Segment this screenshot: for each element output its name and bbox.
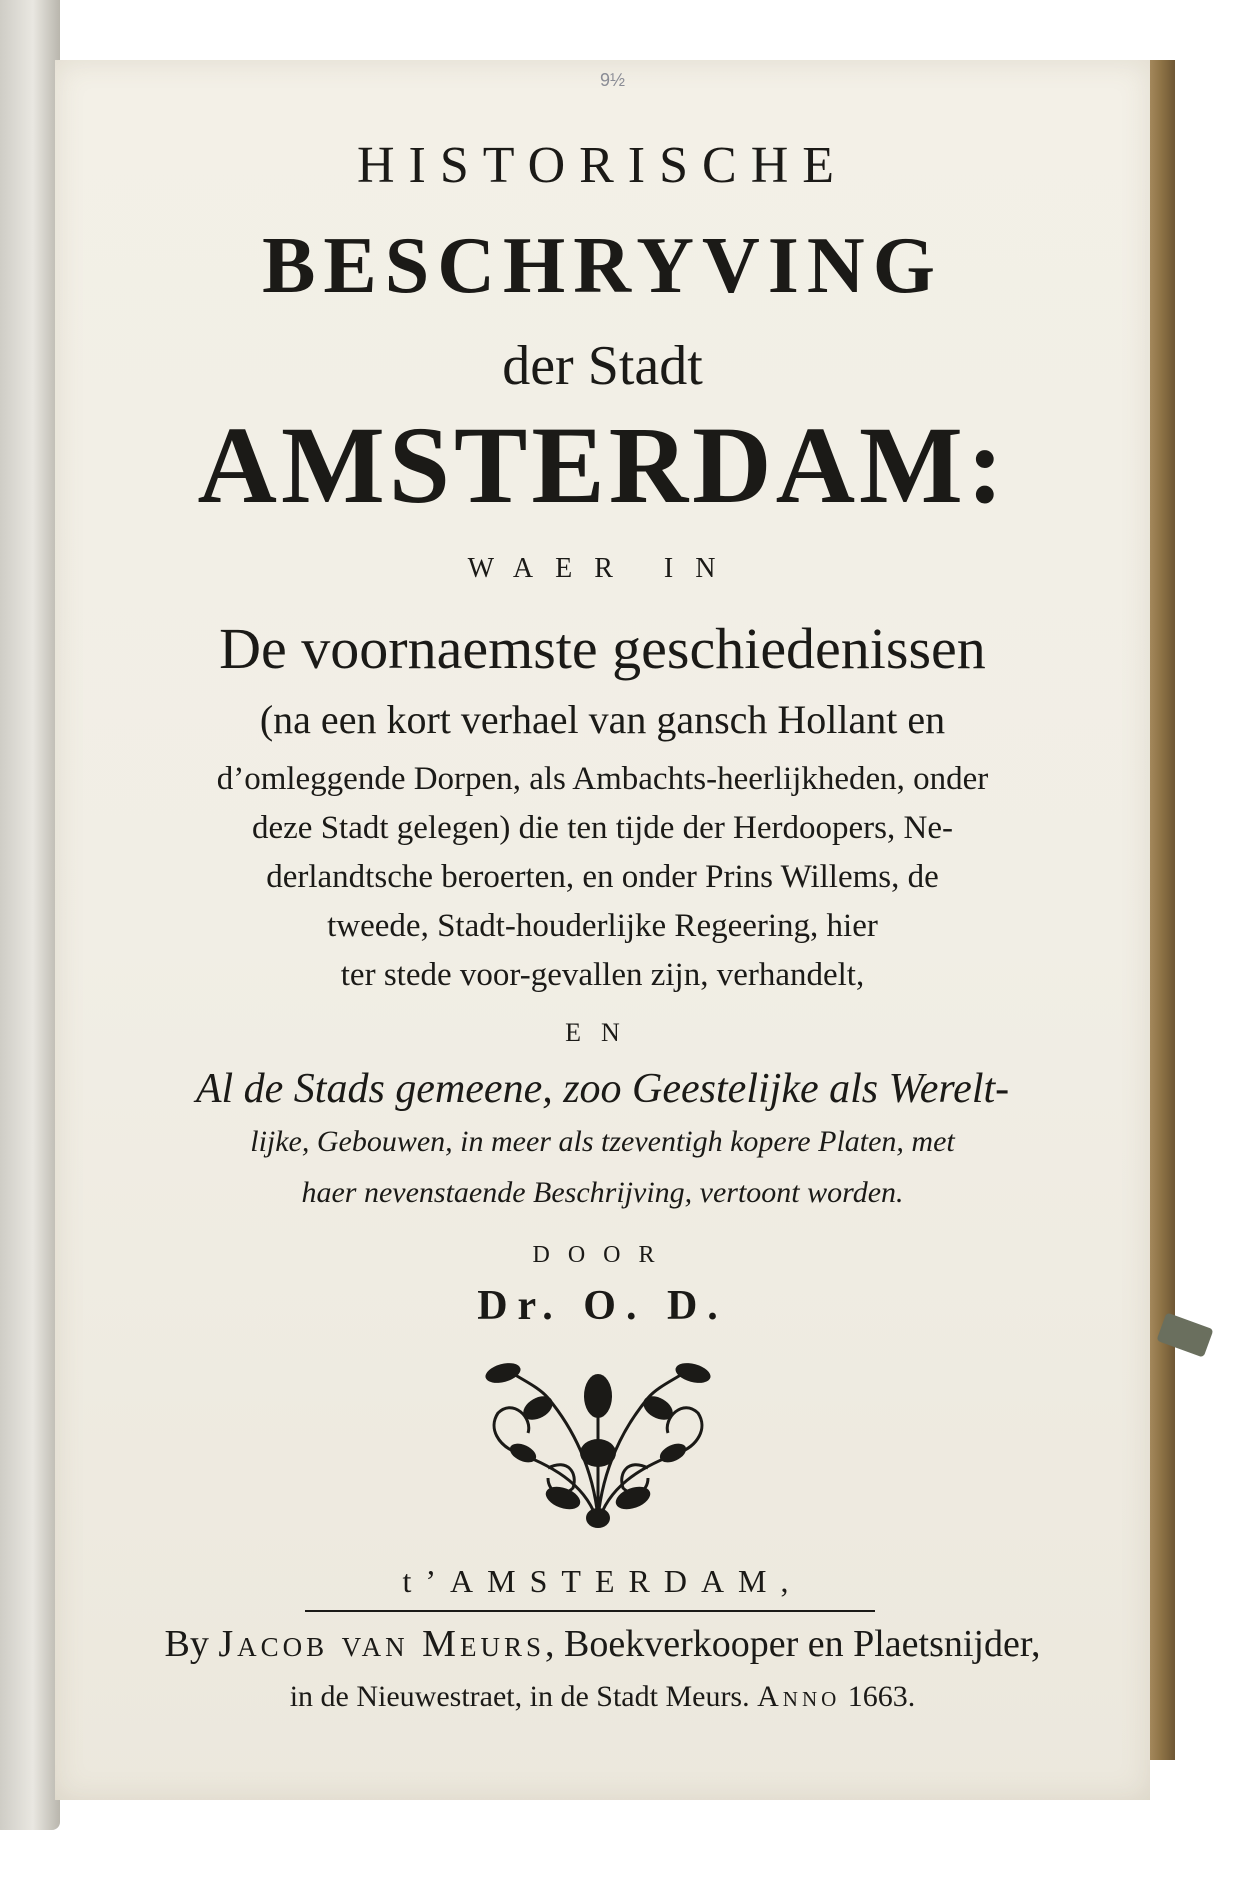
publisher-name: Jacob van Meurs <box>218 1623 545 1665</box>
imprint-address-line <box>55 1682 1150 1712</box>
publisher-prefix: By <box>164 1623 209 1665</box>
title-line-amsterdam: AMSTERDAM: <box>197 404 1008 526</box>
left-page-edge <box>0 0 60 1830</box>
subtitle-voornaemste: De voornaemste geschiedenissen <box>219 616 986 681</box>
italic-line: Al de Stads gemeene, zoo Geestelijke als Werelt- <box>195 1066 1010 1112</box>
title-line-der-stadt: der Stadt <box>502 335 703 397</box>
italic-line: haer nevenstaende Beschrijving, vertoont worden. <box>301 1176 904 1209</box>
body-line: deze Stadt gelegen) die ten tijde der Herdoopers, Ne- <box>252 810 953 846</box>
body-line: tweede, Stadt-houderlijke Regeering, hier <box>327 908 878 944</box>
body-line: (na een kort verhael van gansch Hollant en <box>259 697 946 742</box>
pagination-mark: 9½ <box>600 70 626 90</box>
imprint-year: 1663. <box>847 1680 916 1713</box>
imprint-anno: Anno <box>757 1680 841 1713</box>
imprint-publisher <box>55 1625 1150 1663</box>
title-line-historische: HISTORISCHE <box>356 137 849 194</box>
italic-line: lijke, Gebouwen, in meer als tzeventigh kopere Platen, met <box>250 1125 955 1158</box>
body-line: ter stede voor-gevallen zijn, verhandelt, <box>340 957 865 993</box>
author-initials: Dr. O. D. <box>477 1283 728 1329</box>
imprint-address: in de Nieuwestraet, in de Stadt Meurs. <box>289 1680 750 1713</box>
body-line: derlandtsche beroerten, en onder Prins Willems, de <box>266 859 939 895</box>
imprint-place: t’AMSTERDAM, <box>402 1563 803 1599</box>
title-line-waer-in: WAER IN <box>467 553 738 584</box>
title-line-door: DOOR <box>532 1242 673 1268</box>
title-line-en: EN <box>565 1018 640 1047</box>
floral-ornament-icon <box>478 1358 718 1533</box>
title-line-beschryving: BESCHRYVING <box>262 222 943 310</box>
publisher-suffix: , Boekverkooper en Plaetsnijder, <box>544 1623 1041 1665</box>
body-line: d’omleggende Dorpen, als Ambachts-heerlijkheden, onder <box>216 761 989 797</box>
imprint-rule <box>305 1610 875 1612</box>
